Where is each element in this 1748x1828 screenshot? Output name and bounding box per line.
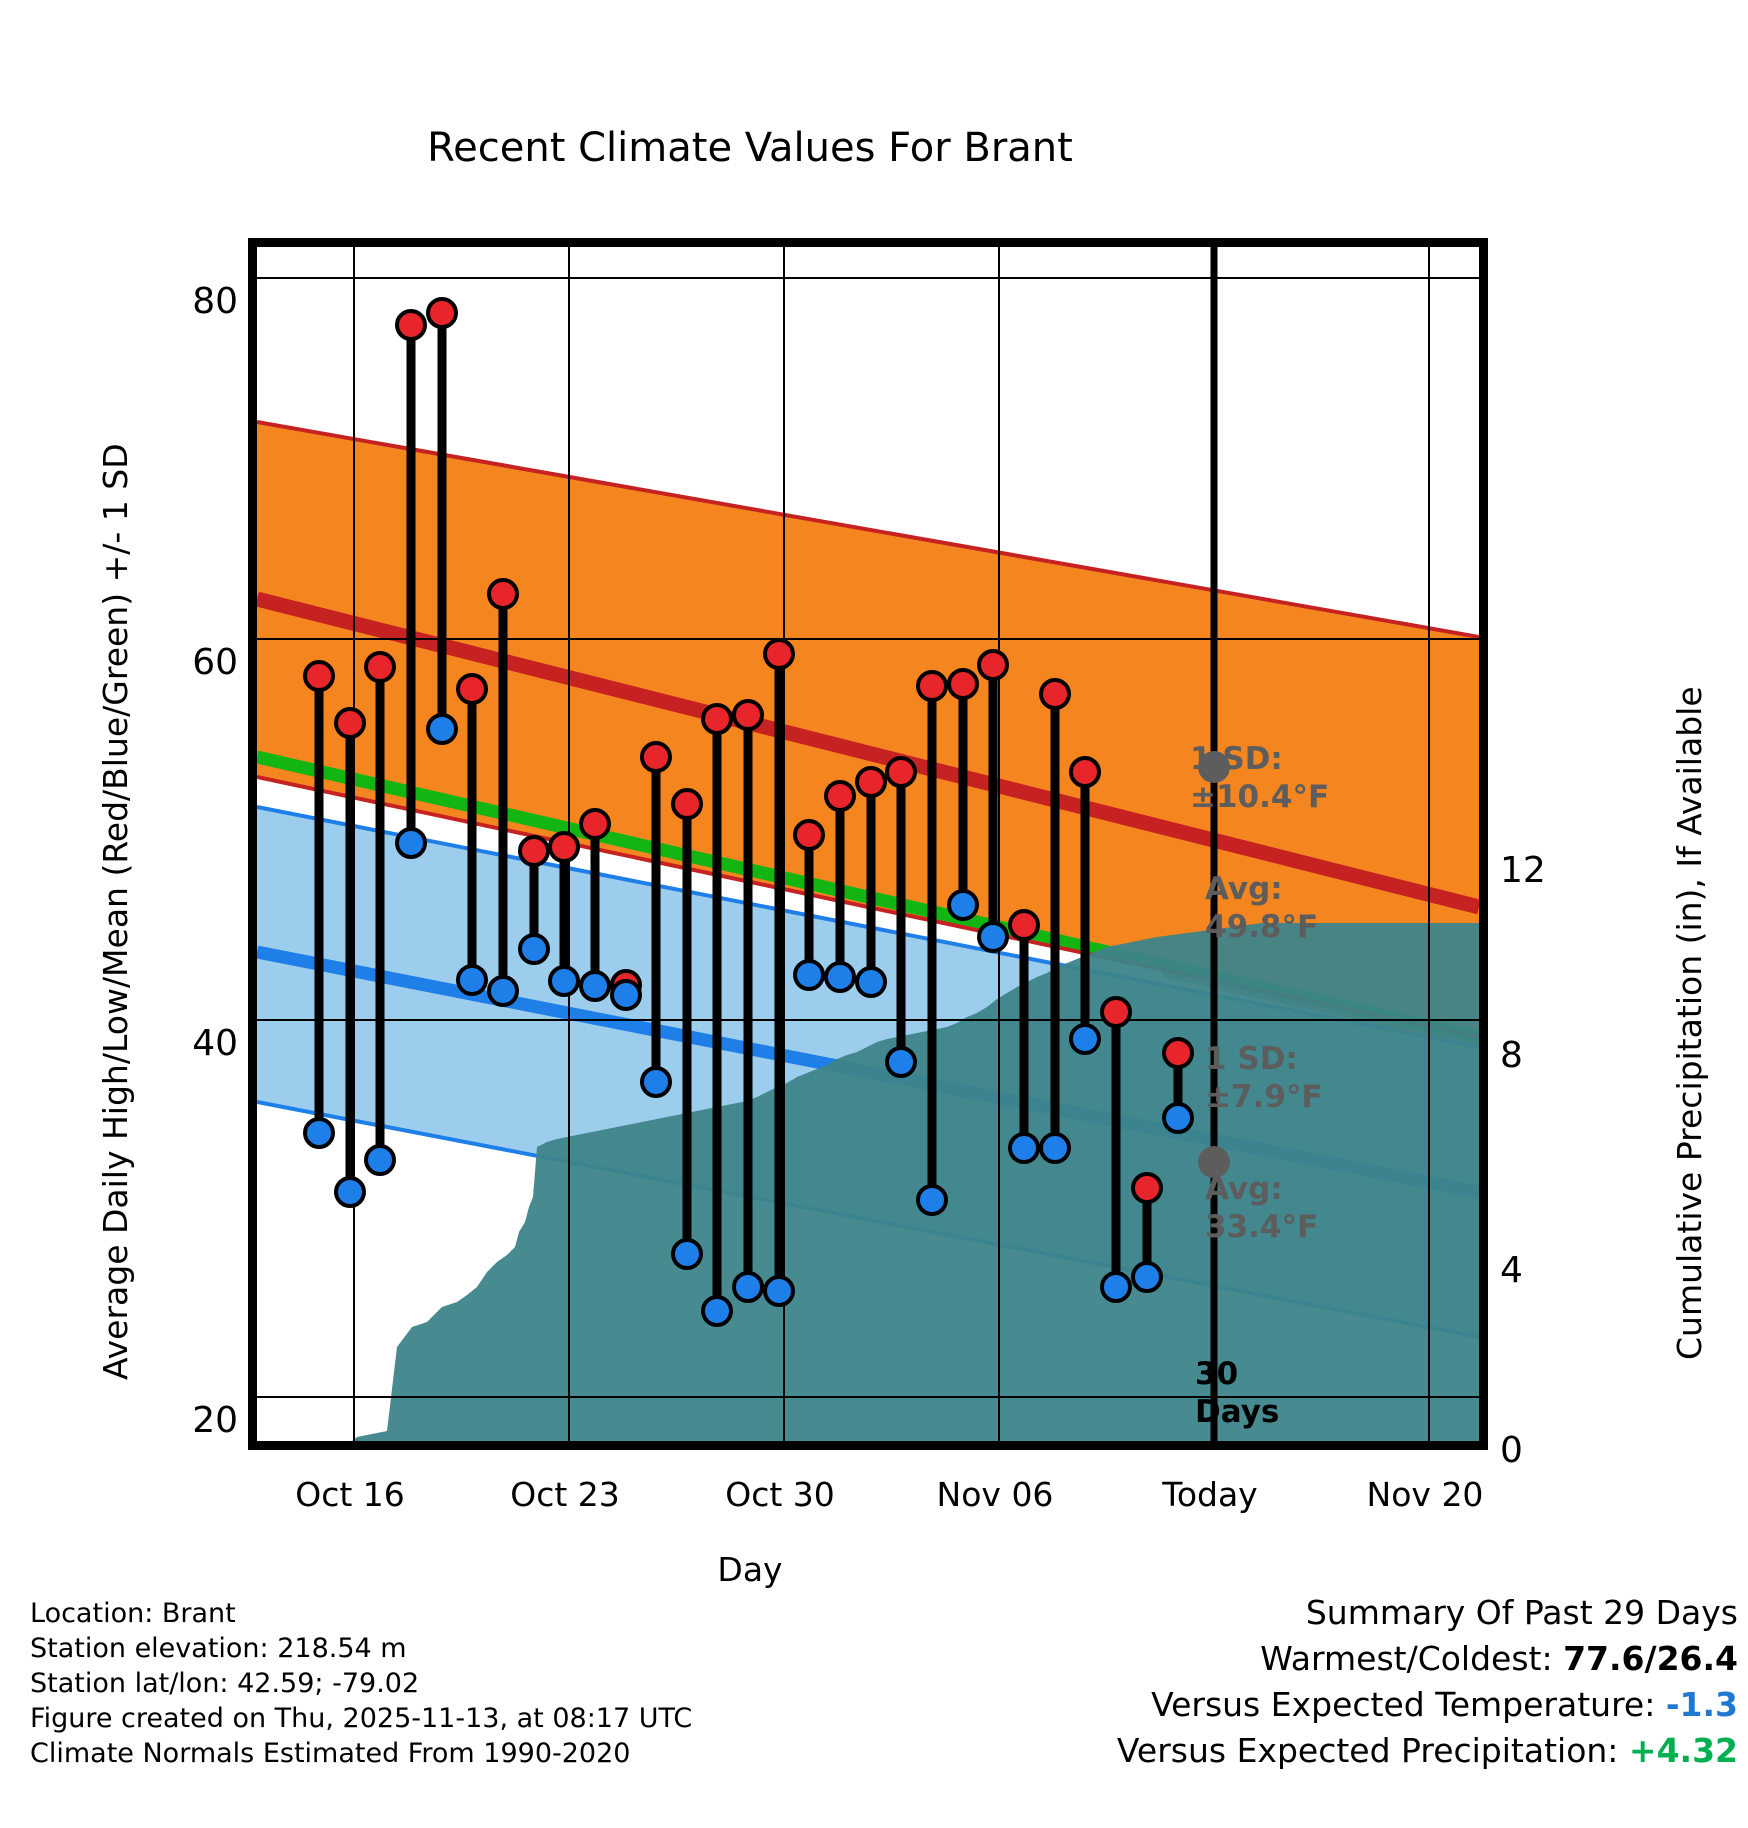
annotation-sd-low xyxy=(1205,1040,1323,1116)
annotation-avg-low-line1: Avg: xyxy=(1205,1171,1283,1207)
summary-vs-temp-value: -1.3 xyxy=(1665,1685,1738,1724)
footer-created: Figure created on Thu, 2025-11-13, at 08:17 UTC xyxy=(30,1703,693,1734)
y-axis-label-right: Cumulative Precipitation (in), If Available xyxy=(1670,686,1709,1360)
x-tick-nov20: Nov 20 xyxy=(1366,1475,1484,1514)
annotation-days xyxy=(1195,1355,1279,1431)
x-axis-label: Day xyxy=(717,1550,783,1589)
summary-vs-precip xyxy=(1117,1728,1738,1774)
summary-title: Summary Of Past 29 Days xyxy=(1305,1593,1738,1632)
footer-location: Location: Brant xyxy=(30,1598,236,1629)
annotation-avg-high xyxy=(1205,870,1318,946)
summary-warmest-coldest xyxy=(1117,1636,1738,1682)
x-tick-today: Today xyxy=(1162,1475,1258,1514)
annotation-avg-high-line1: Avg: xyxy=(1205,871,1283,907)
y-tick-right-0: 0 xyxy=(1500,1430,1523,1471)
summary-warmest-coldest-label: Warmest/Coldest: xyxy=(1260,1639,1553,1678)
x-tick-nov06: Nov 06 xyxy=(936,1475,1054,1514)
chart-svg xyxy=(257,247,1479,1441)
annotation-avg-low-line2: 33.4°F xyxy=(1205,1209,1319,1245)
annotation-days-line1: 30 xyxy=(1195,1356,1239,1392)
summary-vs-temp xyxy=(1117,1682,1738,1728)
annotation-avg-high-line2: 49.8°F xyxy=(1205,909,1319,945)
annotation-sd-low-line2: ±7.9°F xyxy=(1205,1079,1323,1115)
chart-title: Recent Climate Values For Brant xyxy=(427,125,1073,171)
chart-plot-area xyxy=(248,238,1488,1450)
footer-summary xyxy=(1117,1590,1738,1774)
y-tick-40: 40 xyxy=(192,1023,238,1064)
y-axis-label-left: Average Daily High/Low/Mean (Red/Blue/Green) +/- 1 SD xyxy=(96,443,135,1380)
y-tick-right-8: 8 xyxy=(1500,1035,1523,1076)
footer-latlon: Station lat/lon: 42.59; -79.02 xyxy=(30,1668,420,1699)
y-tick-right-12: 12 xyxy=(1500,850,1546,891)
annotation-days-line2: Days xyxy=(1195,1394,1280,1430)
y-tick-20: 20 xyxy=(192,1400,238,1441)
summary-vs-precip-label: Versus Expected Precipitation: xyxy=(1116,1731,1619,1770)
annotation-sd-high xyxy=(1190,740,1329,816)
x-tick-oct16: Oct 16 xyxy=(295,1475,405,1514)
footer-elevation: Station elevation: 218.54 m xyxy=(30,1633,407,1664)
annotation-sd-low-line1: 1 SD: xyxy=(1205,1041,1298,1077)
y-tick-60: 60 xyxy=(192,642,238,683)
summary-vs-temp-label: Versus Expected Temperature: xyxy=(1151,1685,1656,1724)
y-tick-80: 80 xyxy=(192,281,238,322)
summary-warmest-coldest-value: 77.6/26.4 xyxy=(1563,1639,1738,1678)
y-tick-right-4: 4 xyxy=(1500,1250,1523,1291)
annotation-sd-high-line1: 1 SD: xyxy=(1190,741,1283,777)
annotation-avg-low xyxy=(1205,1170,1318,1246)
summary-vs-precip-value: +4.32 xyxy=(1628,1731,1738,1770)
x-tick-oct30: Oct 30 xyxy=(725,1475,835,1514)
x-tick-oct23: Oct 23 xyxy=(510,1475,620,1514)
footer-normals: Climate Normals Estimated From 1990-2020 xyxy=(30,1738,631,1769)
annotation-sd-high-line2: ±10.4°F xyxy=(1190,779,1330,815)
footer-metadata xyxy=(30,1596,692,1771)
